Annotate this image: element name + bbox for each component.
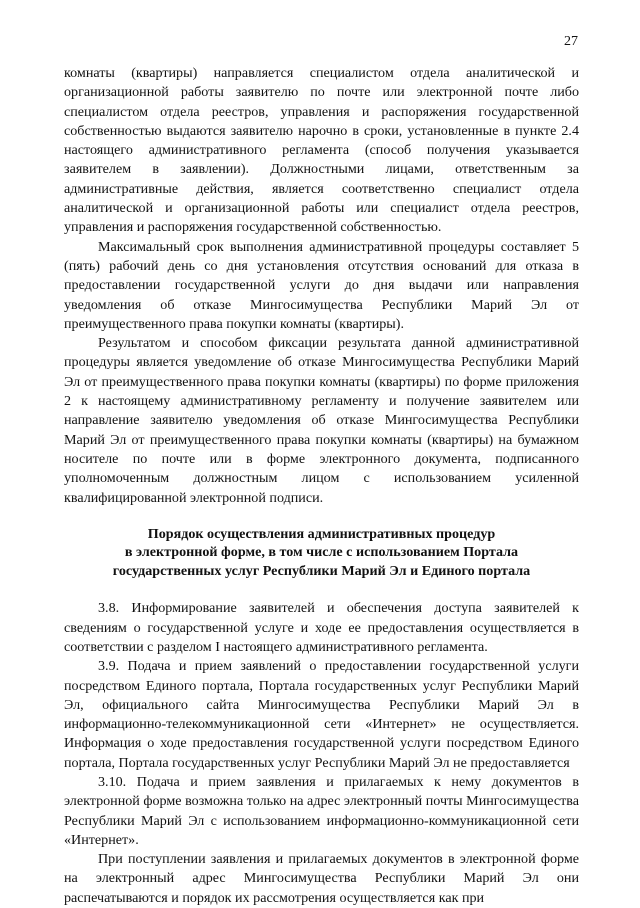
- paragraph-3-9: 3.9. Подача и прием заявлений о предоставлении государственной услуги посредством Единого портала, Портала государственных услуг Республики Марий Эл, официального сайта Мингосимущества Республики Марий Эл в информационно-телекоммуникационной сети «Интернет» не осуществляется. Информация о ходе предоставления государственной услуги посредством Единого портала, Портала государственных услуг Республики Марий Эл не предоставляется: [64, 658, 579, 771]
- paragraph-deadline: Максимальный срок выполнения административной процедуры составляет 5 (пять) рабочий день со дня установления отсутствия оснований для отказа в предоставлении государственной услуги до дня выдачи или направления уведомления об отказе Мингосимущества Республики Марий Эл от преимущественного права покупки комнаты (квартиры).: [64, 238, 579, 332]
- section-heading-line: в электронной форме, в том числе с использованием Портала: [124, 544, 519, 561]
- paragraph-electronic-receipt: При поступлении заявления и прилагаемых документов в электронной форме на электронный адрес Мингосимущества Республики Марий Эл они распечатываются и порядок их рассмотрения осуществляется как при: [64, 851, 579, 906]
- section-heading: [64, 525, 579, 581]
- paragraph-continuation: комнаты (квартиры) направляется специалистом отдела аналитической и организационной работы заявителю по почте или электронной почте либо специалистом отдела реестров, управления и распоряжения государственной собственностью выдаются заявителю нарочно в сроки, установленные в пункте 2.4 настоящего административного регламента (способ получения указывается заявителем в заявлении). Должностными лицами, ответственным за административные действия, является соответственно специалист отдела аналитической и организационной работы или специалист отдела реестров, управления и распоряжения государственной собственностью.: [64, 65, 579, 236]
- document-body: [64, 64, 579, 908]
- page-number: 27: [564, 34, 578, 49]
- paragraph-3-10: 3.10. Подача и прием заявления и прилагаемых к нему документов в электронной форме возможна только на адрес электронный почты Мингосимущества Республики Марий Эл с использованием информационно-коммуникационной сети «Интернет».: [64, 774, 579, 848]
- paragraph-3-8: 3.8. Информирование заявителей и обеспечения доступа заявителей к сведениям о государственной услуге и ходе ее предоставления осуществляется в соответствии с разделом I настоящего административного регламента.: [64, 600, 579, 655]
- section-heading-line: Порядок осуществления административных процедур: [147, 525, 496, 542]
- paragraph-result: Результатом и способом фиксации результата данной административной процедуры является уведомление об отказе Мингосимущества Республики Марий Эл от преимущественного права покупки комнаты (квартиры) по форме приложения 2 к настоящему административному регламенту и получение заявителем или направление заявителю уведомления об отказе Мингосимущества Республики Марий Эл от преимущественного права покупки комнаты (квартиры) на бумажном носителе по почте или в форме электронного документа, подписанного уполномоченным должностным лицом с использованием усиленной квалифицированной электронной подписи.: [64, 335, 579, 506]
- section-heading-line: государственных услуг Республики Марий Эл и Единого портала: [112, 562, 531, 579]
